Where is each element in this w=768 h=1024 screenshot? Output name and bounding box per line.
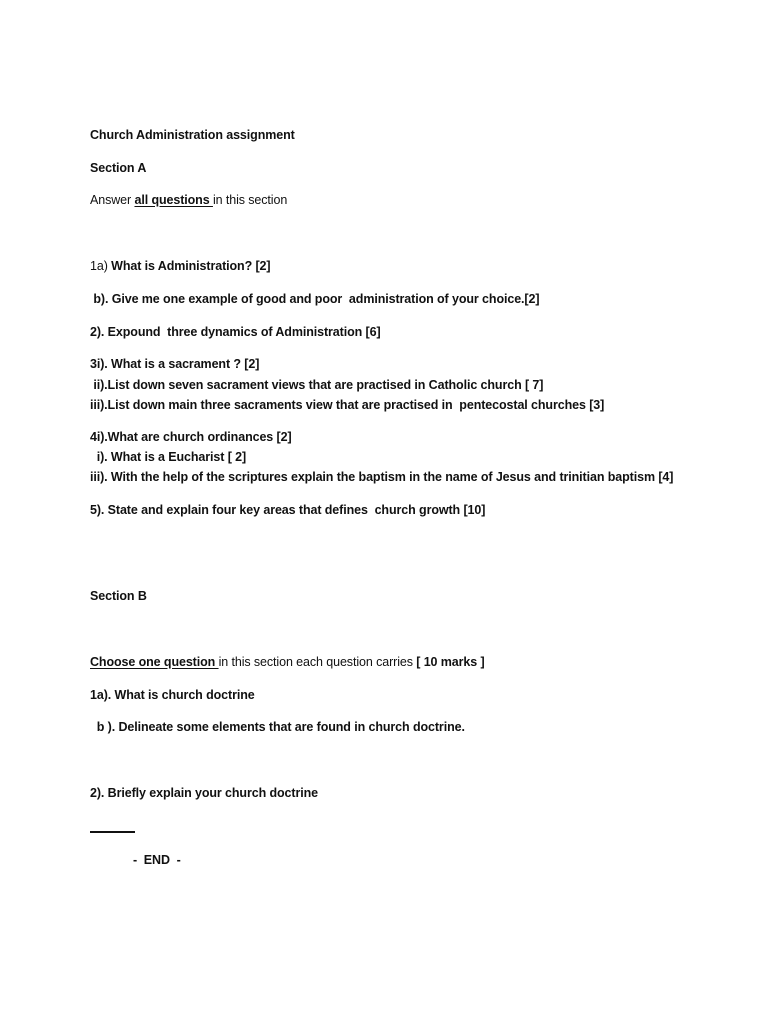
question-5: 5). State and explain four key areas that defines church growth [10]: [90, 503, 486, 517]
question-1b: b). Give me one example of good and poor administration of your choice.[2]: [90, 292, 540, 306]
question-4iii: iii). With the help of the scriptures explain the baptism in the name of Jesus and trinitian baptism [4]: [90, 470, 674, 484]
document-title: Church Administration assignment: [90, 128, 295, 142]
section-a-instruction: [90, 192, 287, 208]
question-1a-number: 1a): [90, 259, 112, 273]
question-1a: [90, 258, 270, 274]
question-4i-b: i). What is a Eucharist [ 2]: [90, 450, 247, 464]
question-3i: 3i). What is a sacrament ? [2]: [90, 357, 260, 371]
section-b-heading: Section B: [90, 589, 147, 603]
section-b-instruction: [90, 654, 485, 670]
instruction-middle: in this section each question carries: [218, 655, 417, 669]
instruction-emphasis: Choose one question: [90, 655, 219, 669]
question-4i: 4i).What are church ordinances [2]: [90, 430, 292, 444]
section-b-question-2: 2). Briefly explain your church doctrine: [90, 786, 319, 800]
instruction-suffix: in this section: [212, 193, 288, 207]
section-a-heading: Section A: [90, 161, 147, 175]
question-2: 2). Expound three dynamics of Administration [6]: [90, 325, 381, 339]
section-b-question-1a: 1a). What is church doctrine: [90, 688, 255, 702]
instruction-emphasis: all questions: [134, 193, 213, 207]
instruction-prefix: Answer: [90, 193, 135, 207]
instruction-marks: [ 10 marks ]: [416, 655, 485, 669]
question-3iii: iii).List down main three sacraments view that are practised in pentecostal churches [3]: [90, 398, 605, 412]
end-marker: - END -: [133, 853, 181, 867]
question-1a-text: What is Administration? [2]: [111, 259, 271, 273]
question-3ii: ii).List down seven sacrament views that are practised in Catholic church [ 7]: [90, 378, 544, 392]
section-b-question-1b: b ). Delineate some elements that are found in church doctrine.: [90, 720, 465, 734]
divider-rule: [90, 831, 135, 833]
